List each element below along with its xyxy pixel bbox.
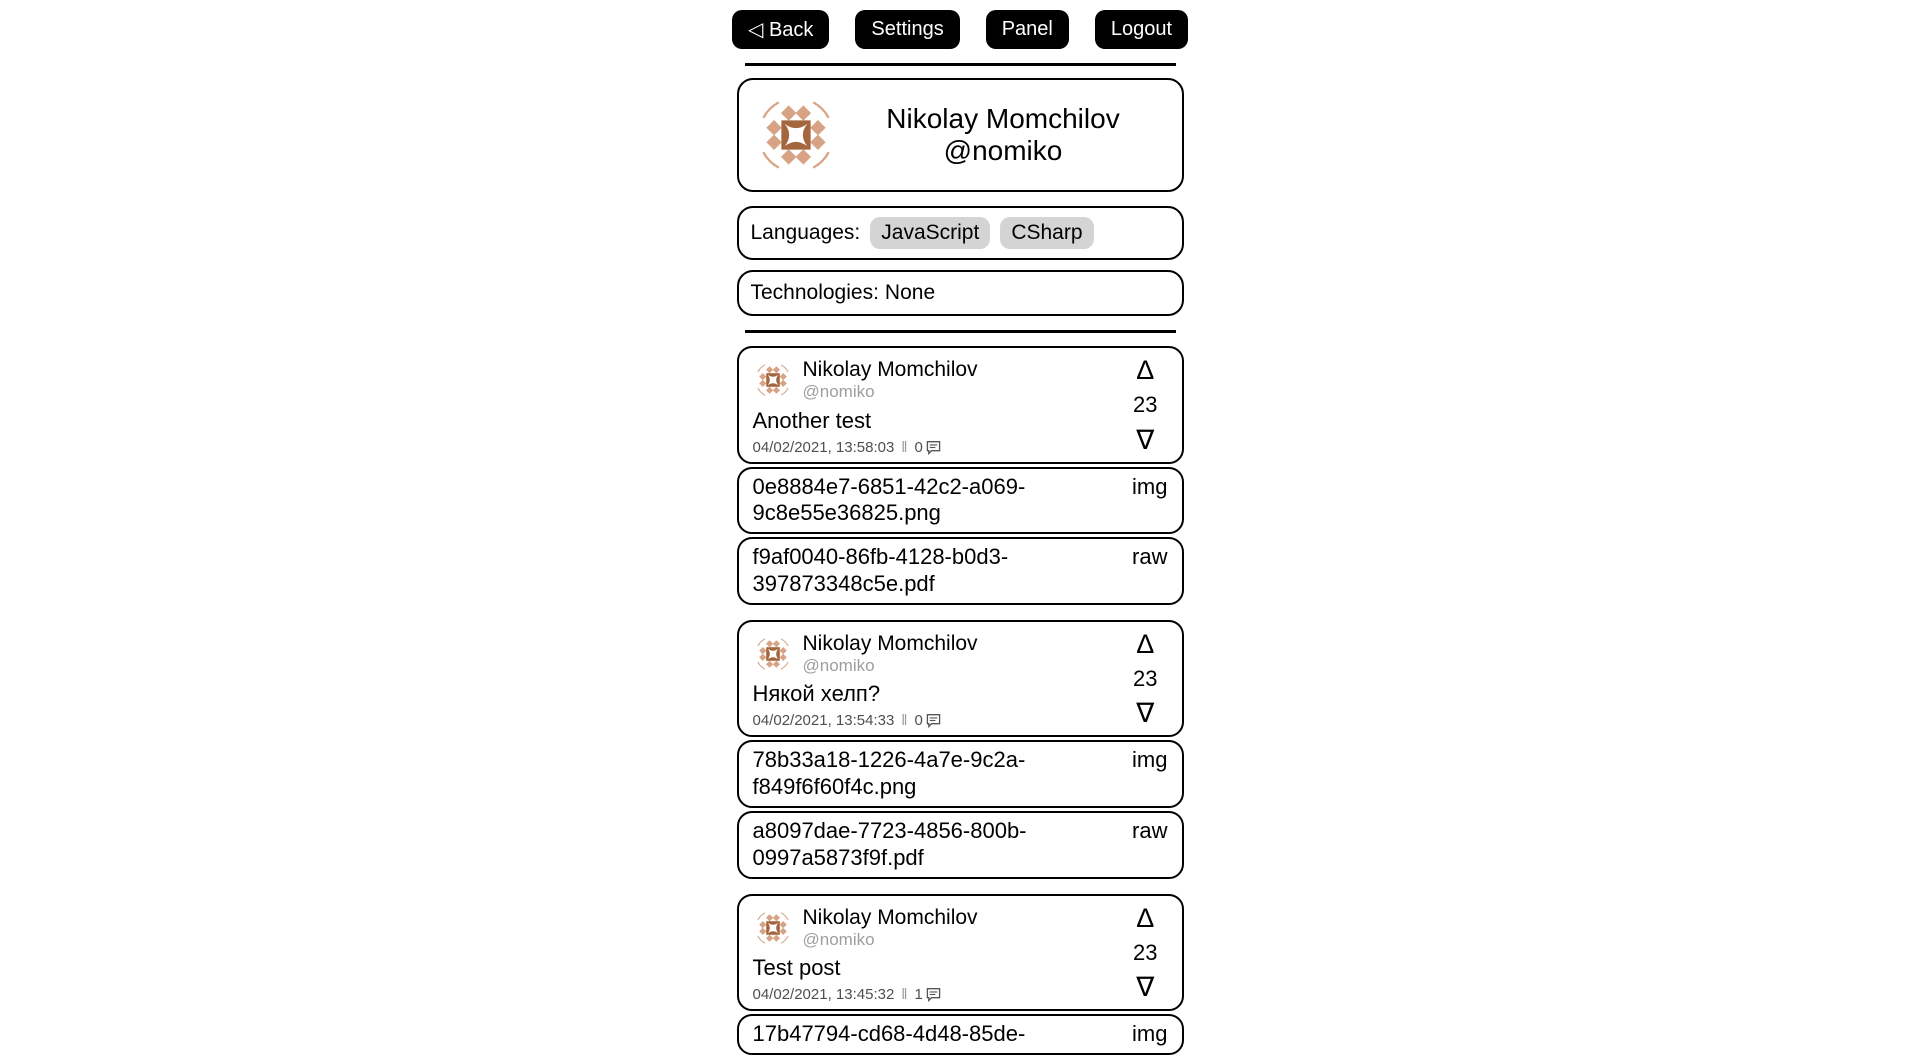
attachment-row[interactable] (737, 467, 1184, 535)
divider-posts (745, 330, 1176, 333)
comment-count: 0 (914, 438, 923, 456)
comment-bubble-icon (926, 987, 941, 1002)
comment-count-group (915, 439, 941, 456)
vote-count: 23 (1133, 666, 1158, 692)
post-meta (753, 712, 1128, 729)
post-content (753, 905, 1128, 1004)
comment-count-group (915, 986, 941, 1003)
post-attachments (737, 1014, 1184, 1055)
technologies-value: None (884, 281, 936, 304)
post-timestamp: 04/02/2021, 13:58:03 (752, 438, 895, 456)
attachment-type-label: img (1132, 1021, 1168, 1047)
profile-page (737, 10, 1184, 1055)
languages-label: Languages: (750, 221, 861, 244)
attachment-filename: a8097dae-7723-4856-800b-0997a5873f9f.pdf (752, 818, 1027, 870)
attachment-row[interactable] (737, 537, 1184, 605)
comment-count-group (915, 712, 941, 729)
attachment-row[interactable] (737, 1014, 1184, 1055)
attachment-filename: 78b33a18-1226-4a7e-9c2a-f849f6f60f4c.png (752, 747, 1026, 800)
post (737, 620, 1184, 879)
vote-count: 23 (1133, 939, 1158, 965)
back-button[interactable] (732, 10, 829, 49)
comment-bubble-icon (926, 440, 941, 455)
post-content (753, 631, 1128, 730)
post-title: Another test (752, 407, 872, 433)
identicon-avatar-graphic (753, 92, 839, 178)
post-author-row (753, 631, 1128, 677)
meta-separator: ‖ (901, 712, 908, 730)
meta-separator: ‖ (901, 986, 908, 1004)
post-content (753, 357, 1128, 456)
downvote-button[interactable]: ∇ (1136, 424, 1155, 455)
profile-avatar (753, 92, 839, 178)
language-badge: JavaScript (870, 217, 990, 249)
author-name: Nikolay Momchilov (802, 905, 978, 929)
post-header[interactable] (737, 894, 1184, 1012)
post-header[interactable] (737, 620, 1184, 738)
author-name: Nikolay Momchilov (802, 358, 978, 381)
languages-card (737, 206, 1184, 260)
meta-separator: ‖ (901, 438, 908, 456)
post-meta (753, 986, 1128, 1003)
back-icon: ◁ (748, 19, 764, 41)
vote-column (1127, 902, 1171, 1004)
panel-button[interactable]: Panel (986, 10, 1069, 49)
logout-button[interactable]: Logout (1095, 10, 1188, 49)
technologies-card (737, 270, 1184, 316)
author-avatar (753, 908, 793, 948)
author-name: Nikolay Momchilov (802, 631, 978, 655)
post-meta (753, 439, 1128, 456)
author-names (803, 905, 978, 951)
attachment-type-label: raw (1132, 818, 1168, 844)
identicon-avatar-graphic (753, 634, 793, 674)
post-attachments (737, 740, 1184, 878)
settings-button[interactable]: Settings (855, 10, 959, 49)
post (737, 894, 1184, 1055)
author-handle: @nomiko (802, 929, 875, 949)
identicon-avatar-graphic (753, 908, 793, 948)
author-handle: @nomiko (802, 656, 875, 676)
profile-handle: @nomiko (943, 135, 1063, 166)
downvote-button[interactable]: ∇ (1136, 698, 1155, 729)
post-title: Някой хелп? (752, 681, 881, 707)
post-timestamp: 04/02/2021, 13:54:33 (752, 712, 895, 730)
author-names (803, 631, 978, 677)
attachment-type-label: raw (1132, 544, 1168, 570)
downvote-button[interactable]: ∇ (1136, 972, 1155, 1003)
upvote-button[interactable]: Δ (1136, 628, 1155, 659)
comment-count: 0 (914, 712, 923, 730)
post-timestamp: 04/02/2021, 13:45:32 (752, 986, 895, 1004)
profile-card (737, 78, 1184, 192)
identicon-avatar-graphic (753, 360, 793, 400)
profile-name: Nikolay Momchilov (886, 102, 1120, 134)
author-avatar (753, 634, 793, 674)
post-title: Test post (752, 955, 841, 981)
post-header[interactable] (737, 346, 1184, 464)
attachment-type-label: img (1132, 747, 1168, 773)
author-names (803, 357, 978, 403)
posts-feed (737, 346, 1184, 1055)
profile-names (839, 103, 1168, 168)
upvote-button[interactable]: Δ (1136, 902, 1155, 933)
author-handle: @nomiko (802, 382, 875, 402)
back-button-label: Back (768, 19, 814, 41)
attachment-type-label: img (1132, 473, 1168, 499)
comment-count: 1 (914, 986, 923, 1004)
upvote-button[interactable]: Δ (1136, 355, 1155, 385)
attachment-filename: 17b47794-cd68-4d48-85de- (752, 1021, 1026, 1047)
language-badge: CSharp (1000, 217, 1093, 249)
attachment-filename: f9af0040-86fb-4128-b0d3-397873348c5e.pdf (752, 544, 1009, 597)
attachment-row[interactable] (737, 740, 1184, 808)
vote-column (1127, 628, 1171, 730)
post-author-row (753, 905, 1128, 951)
technologies-label: Technologies: (750, 281, 879, 304)
author-avatar (753, 360, 793, 400)
divider-top (745, 63, 1176, 66)
post (737, 346, 1184, 605)
vote-count: 23 (1133, 392, 1158, 418)
vote-column (1127, 357, 1171, 456)
post-author-row (753, 357, 1128, 403)
language-badges (870, 217, 1093, 249)
post-attachments (737, 467, 1184, 605)
top-nav (737, 10, 1184, 49)
comment-bubble-icon (926, 713, 941, 728)
attachment-filename: 0e8884e7-6851-42c2-a069-9c8e55e36825.png (752, 473, 1026, 526)
attachment-row[interactable] (737, 811, 1184, 879)
